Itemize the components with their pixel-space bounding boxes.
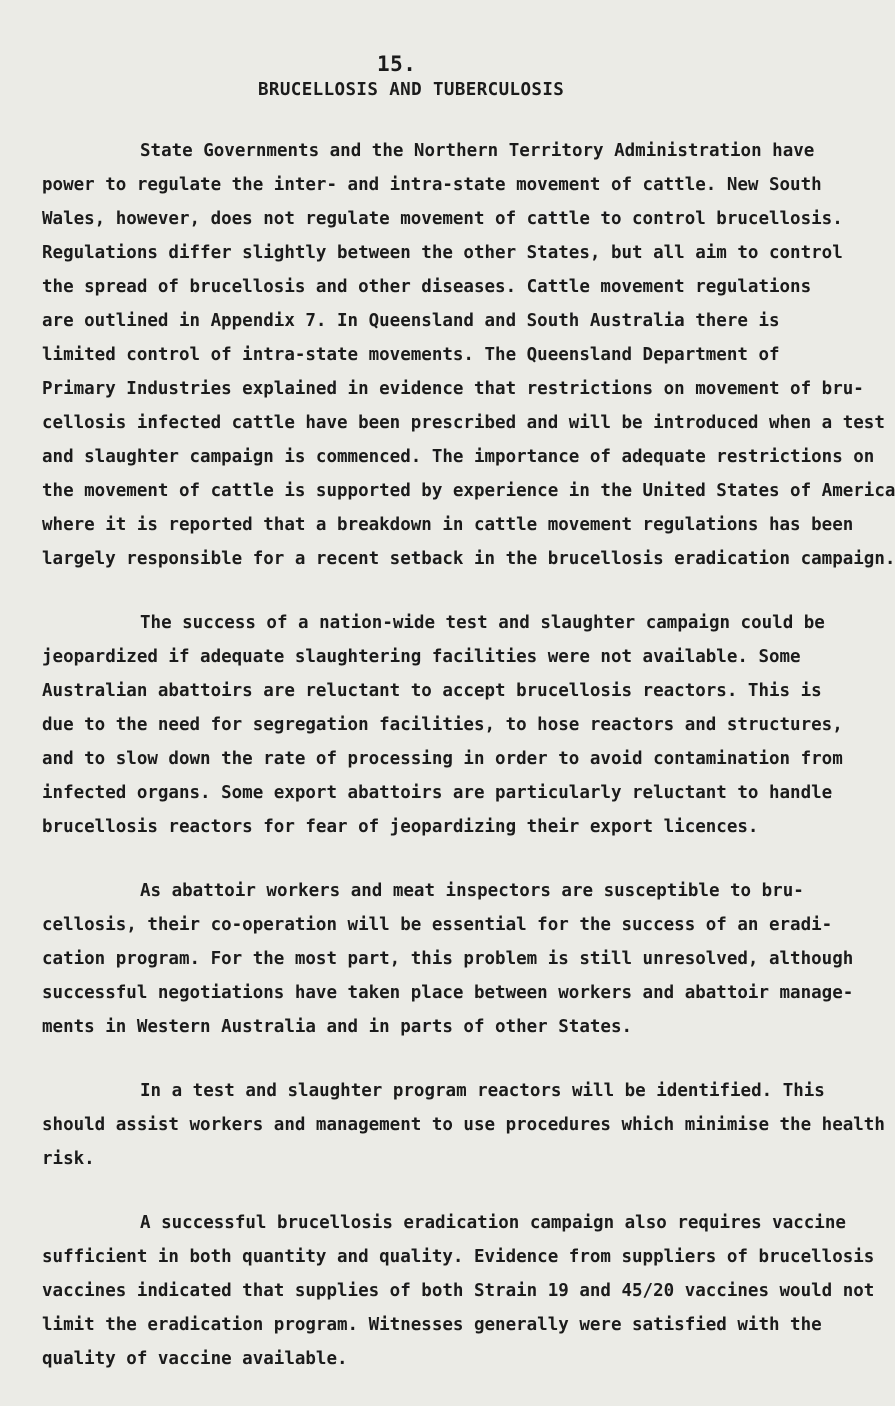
paragraph bbox=[42, 874, 854, 1044]
paragraph bbox=[42, 134, 895, 576]
text-line: power to regulate the inter- and intra-state movement of cattle. New South bbox=[42, 175, 822, 195]
text-line: largely responsible for a recent setback in the brucellosis eradication campaign. bbox=[42, 549, 895, 569]
text-line: cellosis, their co-operation will be essential for the success of an eradi- bbox=[42, 915, 833, 935]
text-line: The success of a nation-wide test and slaughter campaign could be bbox=[140, 613, 825, 633]
paragraph bbox=[42, 1074, 885, 1176]
text-line: cation program. For the most part, this problem is still unresolved, although bbox=[42, 949, 854, 969]
text-line: Wales, however, does not regulate movement of cattle to control brucellosis. bbox=[42, 209, 843, 229]
text-line: Australian abattoirs are reluctant to accept brucellosis reactors. This is bbox=[42, 681, 822, 701]
text-line: the spread of brucellosis and other diseases. Cattle movement regulations bbox=[42, 277, 812, 297]
text-line: jeopardized if adequate slaughtering facilities were not available. Some bbox=[42, 647, 801, 667]
text-line: A successful brucellosis eradication campaign also requires vaccine bbox=[140, 1213, 846, 1233]
text-line: vaccines indicated that supplies of both Strain 19 and 45/20 vaccines would not bbox=[42, 1281, 875, 1301]
text-line: infected organs. Some export abattoirs are particularly reluctant to handle bbox=[42, 783, 833, 803]
text-line: cellosis infected cattle have been prescribed and will be introduced when a test bbox=[42, 413, 885, 433]
text-line: As abattoir workers and meat inspectors are susceptible to bru- bbox=[140, 881, 804, 901]
text-line: risk. bbox=[42, 1149, 95, 1169]
text-line: Regulations differ slightly between the other States, but all aim to control bbox=[42, 243, 843, 263]
text-line: and to slow down the rate of processing in order to avoid contamination from bbox=[42, 749, 843, 769]
text-line: limited control of intra-state movements. The Queensland Department of bbox=[42, 345, 780, 365]
page-title: BRUCELLOSIS AND TUBERCULOSIS bbox=[258, 80, 565, 100]
body-text bbox=[42, 134, 895, 1406]
text-line: Primary Industries explained in evidence that restrictions on movement of bru- bbox=[42, 379, 864, 399]
page-number: 15. bbox=[377, 52, 417, 76]
text-line: limit the eradication program. Witnesses generally were satisfied with the bbox=[42, 1315, 822, 1335]
text-line: quality of vaccine available. bbox=[42, 1349, 348, 1369]
text-line: where it is reported that a breakdown in cattle movement regulations has been bbox=[42, 515, 854, 535]
text-line: In a test and slaughter program reactors will be identified. This bbox=[140, 1081, 825, 1101]
text-line: the movement of cattle is supported by experience in the United States of America bbox=[42, 481, 895, 501]
text-line: ments in Western Australia and in parts of other States. bbox=[42, 1017, 633, 1037]
text-line: sufficient in both quantity and quality. Evidence from suppliers of brucellosis bbox=[42, 1247, 875, 1267]
paragraph bbox=[42, 606, 843, 844]
text-line: successful negotiations have taken place between workers and abattoir manage- bbox=[42, 983, 854, 1003]
text-line: due to the need for segregation facilities, to hose reactors and structures, bbox=[42, 715, 843, 735]
text-line: are outlined in Appendix 7. In Queensland and South Australia there is bbox=[42, 311, 780, 331]
text-line: brucellosis reactors for fear of jeopardizing their export licences. bbox=[42, 817, 759, 837]
text-line: should assist workers and management to use procedures which minimise the health bbox=[42, 1115, 885, 1135]
text-line: State Governments and the Northern Territory Administration have bbox=[140, 141, 815, 161]
text-line: and slaughter campaign is commenced. The importance of adequate restrictions on bbox=[42, 447, 875, 467]
paragraph bbox=[42, 1206, 875, 1376]
